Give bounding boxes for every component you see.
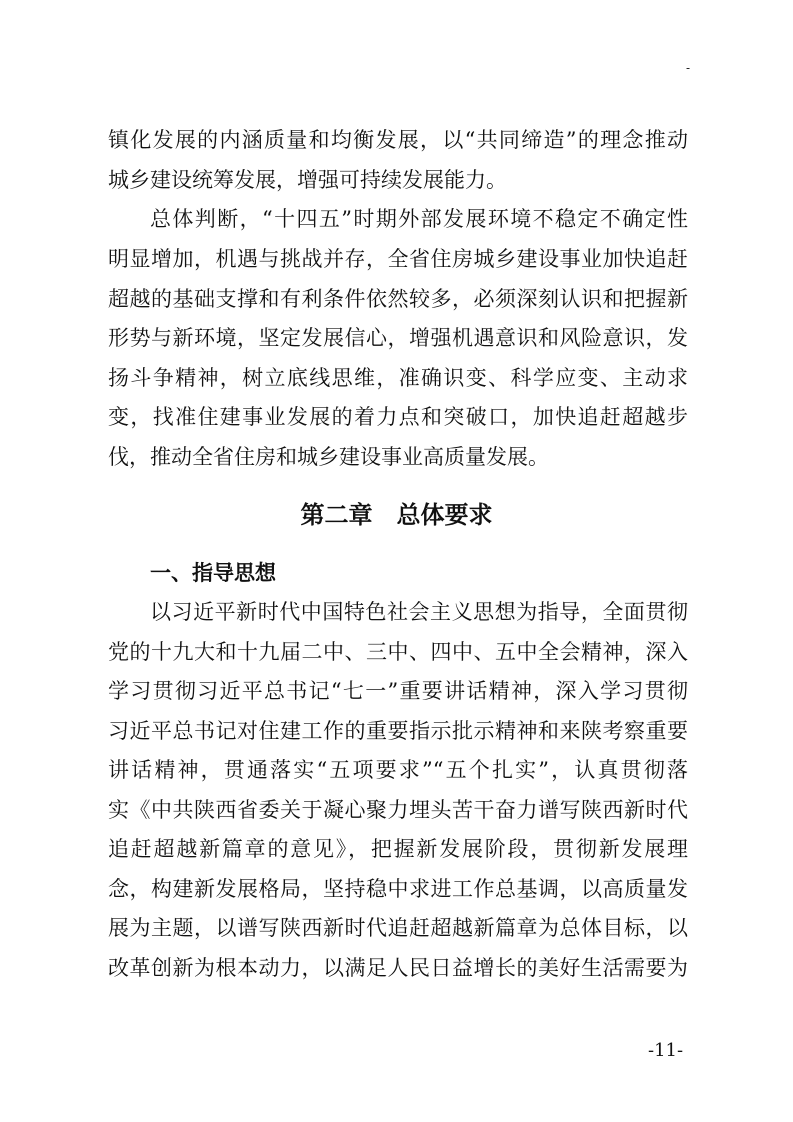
- page-number: -11-: [648, 1040, 684, 1061]
- paragraph-line: 变，找准住建事业发展的着力点和突破口，加快追赶超越步: [108, 405, 688, 429]
- paragraph-line: 讲话精神，贯通落实“五项要求”“五个扎实”，认真贯彻落: [108, 758, 688, 782]
- paragraph-line: 追赶超越新篇章的意见》，把握新发展阶段，贯彻新发展理: [108, 837, 688, 861]
- paragraph-line: 以习近平新时代中国特色社会主义思想为指导，全面贯彻: [150, 600, 688, 624]
- section-title: 一、指导思想: [150, 561, 276, 585]
- paragraph-line: 学习贯彻习近平总书记“七一”重要讲话精神，深入学习贯彻: [108, 679, 688, 703]
- paragraph-line: 实《中共陕西省委关于凝心聚力埋头苦干奋力谱写陕西新时代: [108, 798, 688, 822]
- chapter-title: 第二章 总体要求: [300, 500, 493, 529]
- paragraph-line: 明显增加，机遇与挑战并存，全省住房城乡建设事业加快追赶: [108, 247, 688, 271]
- paragraph-line: 念，构建新发展格局，坚持稳中求进工作总基调，以高质量发: [108, 877, 688, 901]
- top-mark: -: [686, 61, 691, 75]
- paragraph-line: 习近平总书记对住建工作的重要指示批示精神和来陕考察重要: [108, 719, 688, 743]
- paragraph-line: 扬斗争精神，树立底线思维，准确识变、科学应变、主动求: [108, 366, 688, 390]
- paragraph-line: 总体判断，“十四五”时期外部发展环境不稳定不确定性: [150, 207, 688, 231]
- paragraph-line: 超越的基础支撑和有利条件依然较多，必须深刻认识和把握新: [108, 287, 688, 311]
- paragraph-line: 伐，推动全省住房和城乡建设事业高质量发展。: [108, 445, 549, 469]
- paragraph-line: 改革创新为根本动力，以满足人民日益增长的美好生活需要为: [108, 956, 688, 980]
- paragraph-line: 党的十九大和十九届二中、三中、四中、五中全会精神，深入: [108, 640, 688, 664]
- paragraph-line: 城乡建设统筹发展，增强可持续发展能力。: [108, 168, 507, 192]
- paragraph-line: 镇化发展的内涵质量和均衡发展，以“共同缔造”的理念推动: [108, 128, 688, 152]
- paragraph-line: 展为主题，以谱写陕西新时代追赶超越新篇章为总体目标，以: [108, 916, 688, 940]
- paragraph-line: 形势与新环境，坚定发展信心，增强机遇意识和风险意识，发: [108, 326, 688, 350]
